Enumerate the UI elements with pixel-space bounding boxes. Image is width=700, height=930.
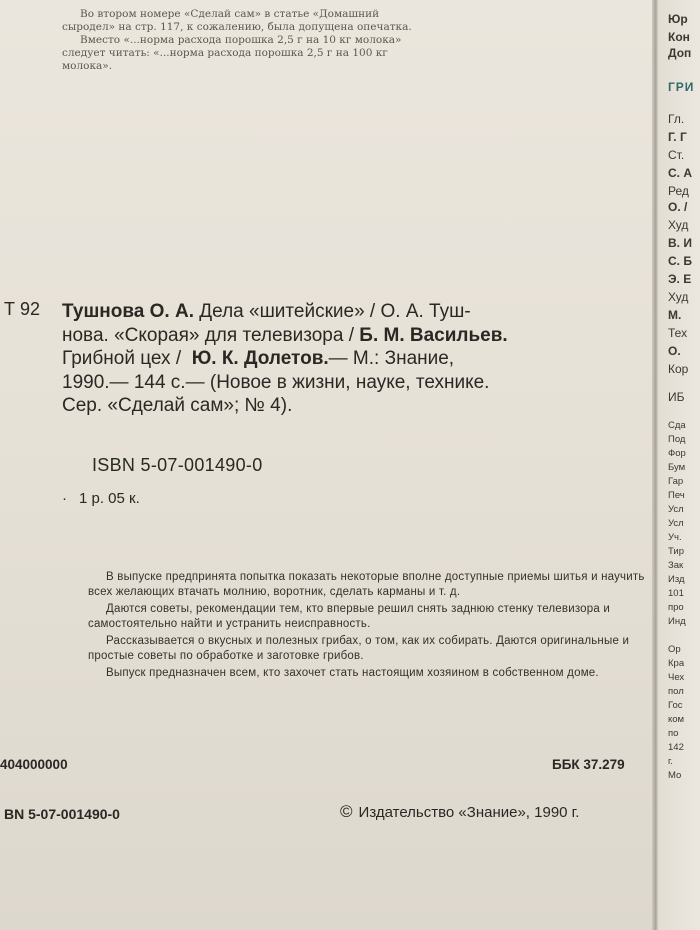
facing-page-fragment: Юр (668, 12, 688, 26)
catalog-code: Т 92 (4, 299, 41, 319)
facing-page-fragment: Доп (668, 46, 692, 60)
facing-page-fragment: Фор (668, 448, 686, 459)
facing-page-fragment: Кра (668, 658, 685, 669)
facing-page-fragment: Кон (668, 30, 690, 44)
classification-number: 404000000 (0, 757, 68, 772)
price: · 1 р. 05 к. (62, 490, 140, 507)
facing-page-fragment: Зак (668, 560, 684, 571)
facing-page-fragment: про (668, 602, 684, 613)
abstract-paragraph: Рассказывается о вкусных и полезных грибах, о том, как их собирать. Даются оригинальные и простые советы по обработке и заготовке грибов. (88, 635, 630, 662)
facing-page-fragment: ком (668, 714, 685, 725)
facing-page-fragment: Гос (668, 700, 683, 711)
copyright-text: Издательство «Знание», 1990 г. (358, 804, 580, 821)
facing-page-fragment: Усл (668, 504, 684, 515)
facing-page-fragment: М. (668, 308, 682, 322)
facing-page-fragment: Худ (668, 290, 689, 304)
facing-page-fragment: г. (668, 756, 673, 767)
facing-page-fragment: Тех (668, 326, 688, 340)
isbn: ISBN 5-07-001490-0 (92, 455, 263, 475)
facing-page-fragment: ИБ (668, 390, 685, 404)
isbn-footer: BN 5-07-001490-0 (4, 806, 120, 822)
facing-page-fragment: Тир (668, 546, 684, 557)
facing-page-fragment: Г. Г (668, 130, 687, 144)
facing-page-fragment: Кор (668, 362, 689, 376)
facing-page-fragment: Мо (668, 770, 682, 781)
facing-page-fragment: 142 (668, 742, 684, 753)
bbk-index: ББК 37.279 (552, 757, 625, 772)
facing-page-fragment: Инд (668, 616, 686, 627)
facing-page-fragment: пол (668, 686, 684, 697)
errata-paragraph: Во втором номере «Сделай сам» в статье «Домашний сыродел» на стр. 117, к сожалению, была допущена опечатка. (62, 8, 412, 33)
copyright (340, 802, 579, 822)
facing-page-fragment: 101 (668, 588, 684, 599)
bib-author: Б. М. Васильев. (359, 324, 508, 346)
bib-line: Сер. «Сделай сам»; № 4). (62, 395, 293, 416)
facing-page-fragment: Э. Е (668, 272, 692, 286)
abstract (88, 570, 646, 683)
facing-page-fragment: В. И (668, 236, 692, 250)
facing-page-fragment: Ст. (668, 148, 685, 162)
price-value: 1 р. 05 к. (79, 490, 140, 507)
errata-paragraph: Вместо «...норма расхода порошка 2,5 г на 10 кг молока» следует читать: «...норма расхода порошка 2,5 г на 100 кг молока». (62, 34, 402, 72)
abstract-paragraph: В выпуске предпринята попытка показать некоторые вполне доступные приемы шитья и научить всех желающих втачать молнию, воротник, сделать карманы и т. д. (88, 571, 645, 598)
bib-title: нова. «Скорая» для телевизора / (62, 324, 360, 346)
bib-publisher: — М.: Знание, (328, 348, 455, 369)
facing-page-fragment: О. / (668, 200, 688, 214)
bibliographic-record (62, 300, 642, 418)
facing-page-fragment: ГРИ (668, 80, 695, 94)
facing-page-fragment: Уч. (668, 532, 682, 543)
bib-line (62, 324, 642, 348)
facing-page-fragment: Гар (668, 476, 684, 487)
bib-line (62, 347, 642, 371)
bib-author: Ю. К. Долетов. (191, 348, 329, 369)
errata-note (62, 8, 422, 73)
facing-page-fragment: С. А (668, 166, 692, 180)
copyright-icon: © (340, 802, 353, 821)
facing-page-fragment: Усл (668, 518, 684, 529)
facing-page-fragment: по (668, 728, 679, 739)
facing-page-fragment: Чех (668, 672, 685, 683)
bib-author: Тушнова О. А. (62, 301, 194, 322)
abstract-paragraph: Даются советы, рекомендации тем, кто впервые решил снять заднюю стенку телевизора и самостоятельно найти и устранить неисправность. (88, 603, 610, 630)
facing-page-fragment: Изд (668, 574, 685, 585)
facing-page-fragment: Печ (668, 490, 685, 501)
facing-page-edge (658, 0, 700, 930)
facing-page-fragment: Ор (668, 644, 681, 655)
bib-title: Грибной цех / (62, 348, 182, 369)
facing-page-fragment: Гл. (668, 112, 685, 126)
bib-title: Дела «шитейские» / О. А. Туш- (193, 301, 471, 322)
facing-page-fragment: Худ (668, 218, 689, 232)
facing-page-fragment: Ред (668, 184, 689, 198)
facing-page-fragment: Бум (668, 462, 686, 473)
abstract-paragraph: Выпуск предназначен всем, кто захочет стать настоящим хозяином в собственном доме. (106, 667, 599, 679)
bib-line: 1990.— 144 с.— (Новое в жизни, науке, технике. (62, 371, 490, 393)
bib-line (62, 300, 642, 324)
facing-page-fragment: Под (668, 434, 686, 445)
facing-page-fragment: Сда (668, 420, 686, 431)
facing-page-fragment: С. Б (668, 254, 692, 268)
facing-page-fragment: О. (668, 344, 681, 358)
